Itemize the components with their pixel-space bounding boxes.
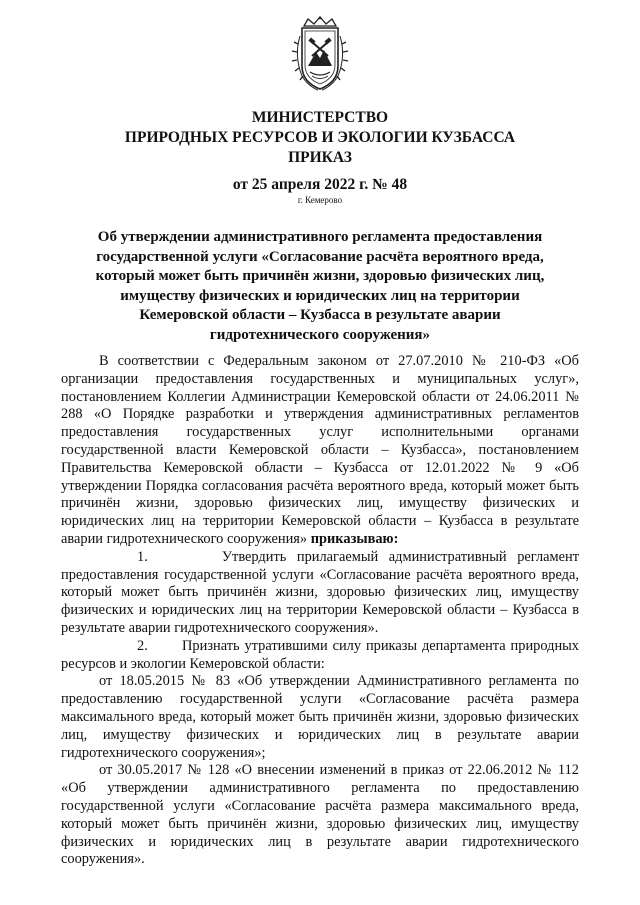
- item-1-number: 1.: [137, 548, 148, 565]
- item-1: [61, 549, 579, 638]
- item-1-text: Утвердить прилагаемый административный регламент предоставления государственной услуги «Согласование расчёта вероятного вреда, который может быть причинён жизни, здоровью физических лиц, имуществу физических и юридических лиц на территории Кемеровской области – Кузбасса в результате аварии гидротехнического сооружения».: [61, 548, 579, 636]
- document-title: Об утверждении административного регламента предоставления государственной услуги «Согласование расчёта вероятного вреда, который может быть причинён жизни, здоровью физических лиц, имуществу физических и юридических лиц на территории Кемеровской области – Кузбасса в результате аварии гидротехнического сооружения»: [95, 229, 545, 343]
- preamble-text: В соответствии с Федеральным законом от 27.07.2010 № 210-ФЗ «Об организации предоставления государственных и муниципальных услуг», постановлением Коллегии Администрации Кемеровской области от 24.06.2011 № 288 «О Порядке разработки и утверждения административных регламентов предоставления государственных услуг исполнительными органами государственной власти Кемеровской области – Кузбасса», постановлением Правительства Кемеровской области – Кузбасса от 12.01.2022 № 9 «Об утверждении Порядка согласования расчёта вероятного вреда, который может быть причинён жизни, здоровью физических лиц, имуществу физических и юридических лиц на территории Кемеровской области – Кузбасса в результате аварии гидротехнического сооружения»: [61, 353, 579, 547]
- coat-of-arms-icon: [290, 16, 350, 92]
- item-2: [61, 638, 579, 674]
- repealed-order-1: от 18.05.2015 № 83 «Об утверждении Административного регламента по предоставлению государственной услуги «Согласование расчёта размера максимального вреда, который может быть причинён жизни, здоровью физических лиц, имуществу физических и юридических лиц в результате аварии гидротехнического сооружения»;: [61, 673, 579, 761]
- order-date-number: от 25 апреля 2022 г. № 48: [232, 176, 408, 193]
- ministry-line-2: ПРИРОДНЫХ РЕСУРСОВ И ЭКОЛОГИИ КУЗБАССА: [124, 129, 516, 146]
- ministry-line-1: МИНИСТЕРСТВО: [251, 109, 389, 126]
- document-type: ПРИКАЗ: [288, 149, 352, 166]
- ministry-header: [0, 108, 640, 168]
- item-2-text: Признать утратившими силу приказы департамента природных ресурсов и экологии Кемеровской области:: [61, 637, 580, 672]
- document-body: [61, 353, 579, 869]
- repealed-order-2: от 30.05.2017 № 128 «О внесении изменений в приказ от 22.06.2012 № 112 «Об утверждении административного регламента по предоставлению государственной услуги «Согласование расчёта размера максимального вреда, который может быть причинён жизни, здоровью физических лиц, имуществу физических и юридических лиц в результате аварии гидротехнического сооружения».: [61, 762, 579, 868]
- city: г. Кемерово: [297, 195, 343, 205]
- item-2-number: 2.: [137, 637, 148, 654]
- order-word: приказываю: [310, 530, 394, 547]
- preamble-paragraph: В соответствии с Федеральным законом от 27.07.2010 № 210-ФЗ «Об организации предоставления государственных и муниципальных услуг», постановлением Коллегии Администрации Кемеровской области от 24.06.2011 № 288 «О Порядке разработки и утверждения административных регламентов предоставления государственных услуг исполнительными органами государственной власти Кемеровской области – Кузбасса», постановлением Правительства Кемеровской области – Кузбасса от 12.01.2022 № 9 «Об утверждении Порядка согласования расчёта вероятного вреда, который может быть причинён жизни, здоровью физических лиц, имуществу физических и юридических лиц на территории Кемеровской области – Кузбасса в результате аварии гидротехнического сооружения» приказываю:: [61, 353, 579, 547]
